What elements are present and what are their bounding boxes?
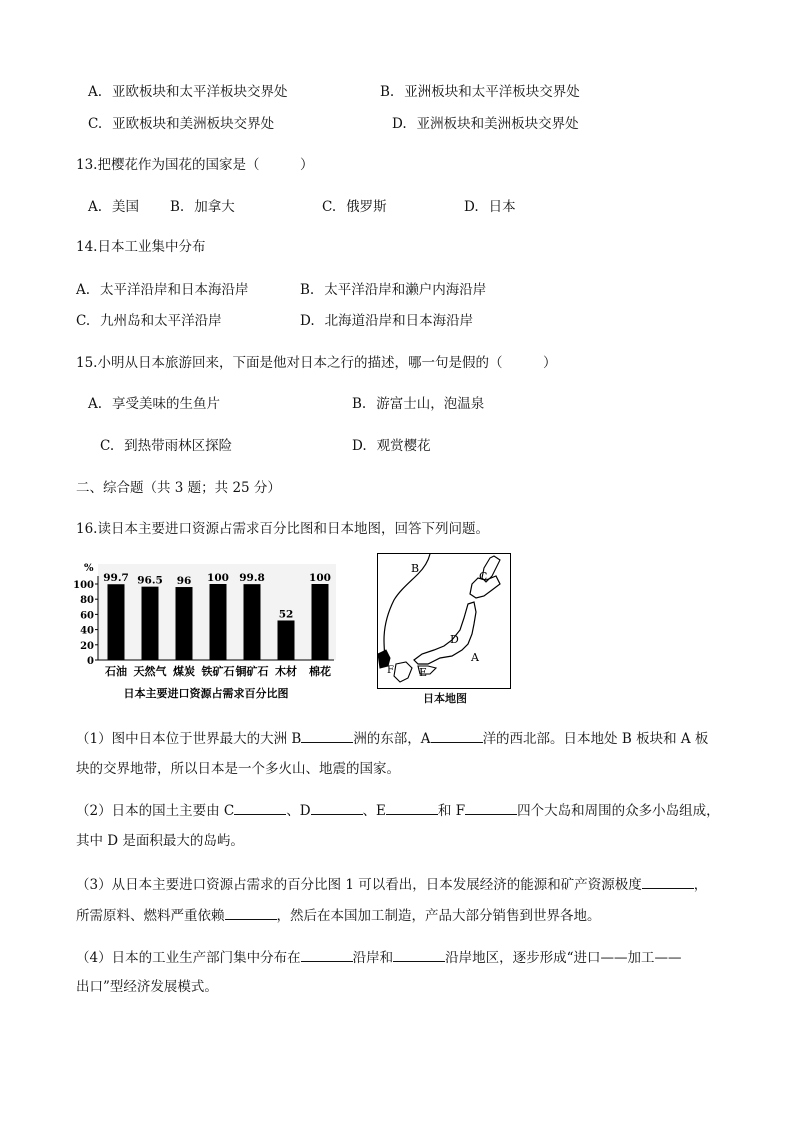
y-tick-label: 20 bbox=[80, 640, 94, 652]
chart-title: 日本主要进口资源占需求百分比图 bbox=[123, 687, 289, 700]
text-span: 、D bbox=[286, 803, 311, 819]
option-text: 太平洋沿岸和濑户内海沿岸 bbox=[324, 282, 487, 298]
option-letter: C. bbox=[100, 438, 115, 454]
q13-option-c bbox=[322, 198, 387, 216]
map-label-c: C bbox=[479, 570, 488, 583]
text-span: 和 F bbox=[437, 803, 466, 819]
option-text: 亚洲板块和太平洋板块交界处 bbox=[404, 84, 580, 100]
q15-option-a bbox=[88, 395, 220, 413]
q15-stem: 15.小明从日本旅游回来，下面是他对日本之行的描述，哪一句是假的（ ） bbox=[76, 355, 557, 371]
answer-blank[interactable] bbox=[311, 800, 363, 815]
map-caption: 日本地图 bbox=[423, 692, 467, 705]
q14-option-d bbox=[300, 312, 473, 330]
q12-option-b bbox=[380, 83, 580, 101]
mainland-coastline bbox=[384, 554, 430, 666]
q12-option-d bbox=[392, 115, 579, 133]
option-text: 亚欧板块和美洲板块交界处 bbox=[112, 116, 275, 132]
text-span: ， bbox=[693, 877, 708, 893]
text-span: ，然后在本国加工制造，产品大部分销售到世界各地。 bbox=[276, 908, 601, 924]
map-label-a: A bbox=[471, 651, 479, 664]
x-category-label: 铜矿石 bbox=[235, 665, 269, 678]
answer-blank[interactable] bbox=[234, 800, 286, 815]
answer-blank[interactable] bbox=[301, 728, 353, 743]
q14-stem: 14.日本工业集中分布 bbox=[76, 239, 206, 255]
option-text: 九州岛和太平洋沿岸 bbox=[100, 313, 222, 329]
kyushu-island bbox=[394, 662, 412, 682]
option-letter: A. bbox=[88, 396, 103, 412]
map-label-f: F bbox=[387, 665, 394, 676]
bar-2 bbox=[142, 587, 159, 660]
answer-blank[interactable] bbox=[642, 874, 694, 889]
q16-part3-line2 bbox=[76, 905, 601, 925]
x-category-label: 天然气 bbox=[133, 665, 167, 678]
option-text: 日本 bbox=[488, 199, 516, 215]
q12-option-c bbox=[88, 115, 274, 133]
option-letter: B. bbox=[352, 396, 367, 412]
q14-option-a bbox=[76, 281, 249, 299]
x-category-label: 铁矿石 bbox=[201, 665, 235, 678]
map-label-e: E bbox=[419, 666, 428, 679]
option-letter: D. bbox=[464, 199, 479, 215]
text-span: （3）从日本主要进口资源占需求的百分比图 1 可以看出，日本发展经济的能源和矿产资源极度 bbox=[76, 877, 642, 893]
japan-map bbox=[377, 553, 511, 689]
q15-option-d bbox=[352, 437, 431, 455]
answer-blank[interactable] bbox=[225, 905, 277, 920]
import-resources-bar-chart bbox=[73, 560, 366, 710]
text-span: 所需原料、燃料严重依赖 bbox=[76, 908, 225, 924]
x-category-label: 石油 bbox=[105, 665, 127, 678]
answer-blank[interactable] bbox=[386, 800, 438, 815]
option-text: 俄罗斯 bbox=[346, 199, 387, 215]
answer-blank[interactable] bbox=[465, 800, 517, 815]
bar-value-label: 52 bbox=[278, 608, 294, 621]
option-letter: B. bbox=[170, 199, 185, 215]
option-letter: B. bbox=[380, 84, 395, 100]
q13-stem: 13.把樱花作为国花的国家是（ ） bbox=[76, 157, 314, 173]
option-text: 到热带雨林区探险 bbox=[124, 438, 233, 454]
q16-part1-line1 bbox=[76, 728, 708, 748]
q13-option-d bbox=[464, 198, 516, 216]
x-category-label: 棉花 bbox=[309, 665, 331, 678]
option-letter: B. bbox=[300, 282, 315, 298]
option-letter: A. bbox=[88, 84, 103, 100]
bar-value-label: 100 bbox=[309, 572, 331, 584]
option-text: 亚洲板块和美洲板块交界处 bbox=[416, 116, 579, 132]
honshu-island bbox=[414, 602, 476, 664]
option-letter: C. bbox=[322, 199, 337, 215]
q16-part4-line1 bbox=[76, 947, 682, 967]
q16-part4-line2: 出口”型经济发展模式。 bbox=[76, 979, 218, 995]
text-span: 沿岸地区，逐步形成“进口——加工—— bbox=[445, 950, 682, 966]
q16-part2-line2: 其中 D 是面积最大的岛屿。 bbox=[76, 833, 244, 849]
option-letter: A. bbox=[76, 282, 91, 298]
text-span: 、E bbox=[362, 803, 386, 819]
x-category-label: 煤炭 bbox=[173, 665, 195, 678]
bar-5 bbox=[244, 584, 261, 660]
q14-option-b bbox=[300, 281, 486, 299]
q13-option-b bbox=[170, 198, 235, 216]
map-label-d: D bbox=[450, 633, 459, 646]
y-tick-label: 100 bbox=[73, 580, 94, 591]
y-axis-unit-label: % bbox=[84, 563, 94, 574]
answer-blank[interactable] bbox=[301, 947, 353, 962]
q15-option-c bbox=[100, 437, 232, 455]
answer-blank[interactable] bbox=[393, 947, 445, 962]
option-text: 享受美味的生鱼片 bbox=[112, 396, 221, 412]
bar-3 bbox=[176, 587, 193, 660]
bar-1 bbox=[108, 584, 125, 660]
bar-value-label: 96 bbox=[176, 575, 192, 588]
option-text: 加拿大 bbox=[194, 199, 235, 215]
option-text: 观赏樱花 bbox=[376, 438, 431, 454]
option-letter: D. bbox=[392, 116, 407, 132]
q14-option-c bbox=[76, 312, 222, 330]
text-span: （2）日本的国土主要由 C bbox=[76, 803, 235, 819]
answer-blank[interactable] bbox=[431, 728, 483, 743]
japan-map-drawing bbox=[378, 554, 510, 688]
q13-option-a bbox=[88, 198, 139, 216]
option-letter: A. bbox=[88, 199, 103, 215]
y-tick-label: 80 bbox=[80, 595, 94, 607]
y-tick-label: 60 bbox=[80, 610, 94, 622]
text-span: 洋的西北部。日本地处 B 板块和 A 板 bbox=[482, 731, 709, 747]
option-letter: D. bbox=[352, 438, 367, 454]
x-category-label: 木材 bbox=[275, 665, 297, 678]
q16-stem: 16.读日本主要进口资源占需求百分比图和日本地图，回答下列问题。 bbox=[76, 521, 489, 537]
text-span: （1）图中日本位于世界最大的大洲 B bbox=[76, 731, 302, 747]
option-letter: D. bbox=[300, 313, 315, 329]
bar-value-label: 96.5 bbox=[137, 574, 163, 587]
option-text: 北海道沿岸和日本海沿岸 bbox=[324, 313, 474, 329]
option-text: 游富士山，泡温泉 bbox=[376, 396, 485, 412]
option-letter: C. bbox=[88, 116, 103, 132]
text-span: 洲的东部，A bbox=[353, 731, 431, 747]
section-heading: 二、综合题（共 3 题；共 25 分） bbox=[76, 480, 281, 496]
bar-value-label: 99.8 bbox=[239, 572, 265, 585]
q15-option-b bbox=[352, 395, 484, 413]
text-span: 四个大岛和周围的众多小岛组成， bbox=[517, 803, 720, 819]
map-label-b: B bbox=[411, 562, 420, 575]
option-text: 亚欧板块和太平洋板块交界处 bbox=[112, 84, 288, 100]
q16-part3-line1 bbox=[76, 874, 707, 894]
bar-6 bbox=[278, 620, 295, 660]
q16-part1-line2: 块的交界地带，所以日本是一个多火山、地震的国家。 bbox=[76, 761, 400, 777]
y-tick-label: 0 bbox=[87, 656, 94, 667]
bar-value-label: 100 bbox=[207, 572, 229, 584]
text-span: 沿岸和 bbox=[352, 950, 394, 966]
bar-value-label: 99.7 bbox=[103, 572, 129, 585]
option-text: 太平洋沿岸和日本海沿岸 bbox=[100, 282, 249, 298]
q12-option-a bbox=[88, 83, 288, 101]
text-span: （4）日本的工业生产部门集中分布在 bbox=[76, 950, 301, 966]
q16-part2-line1 bbox=[76, 800, 720, 820]
bar-7 bbox=[312, 584, 329, 660]
option-letter: C. bbox=[76, 313, 91, 329]
bar-4 bbox=[210, 584, 227, 660]
y-tick-label: 40 bbox=[80, 625, 94, 637]
option-text: 美国 bbox=[112, 199, 140, 215]
